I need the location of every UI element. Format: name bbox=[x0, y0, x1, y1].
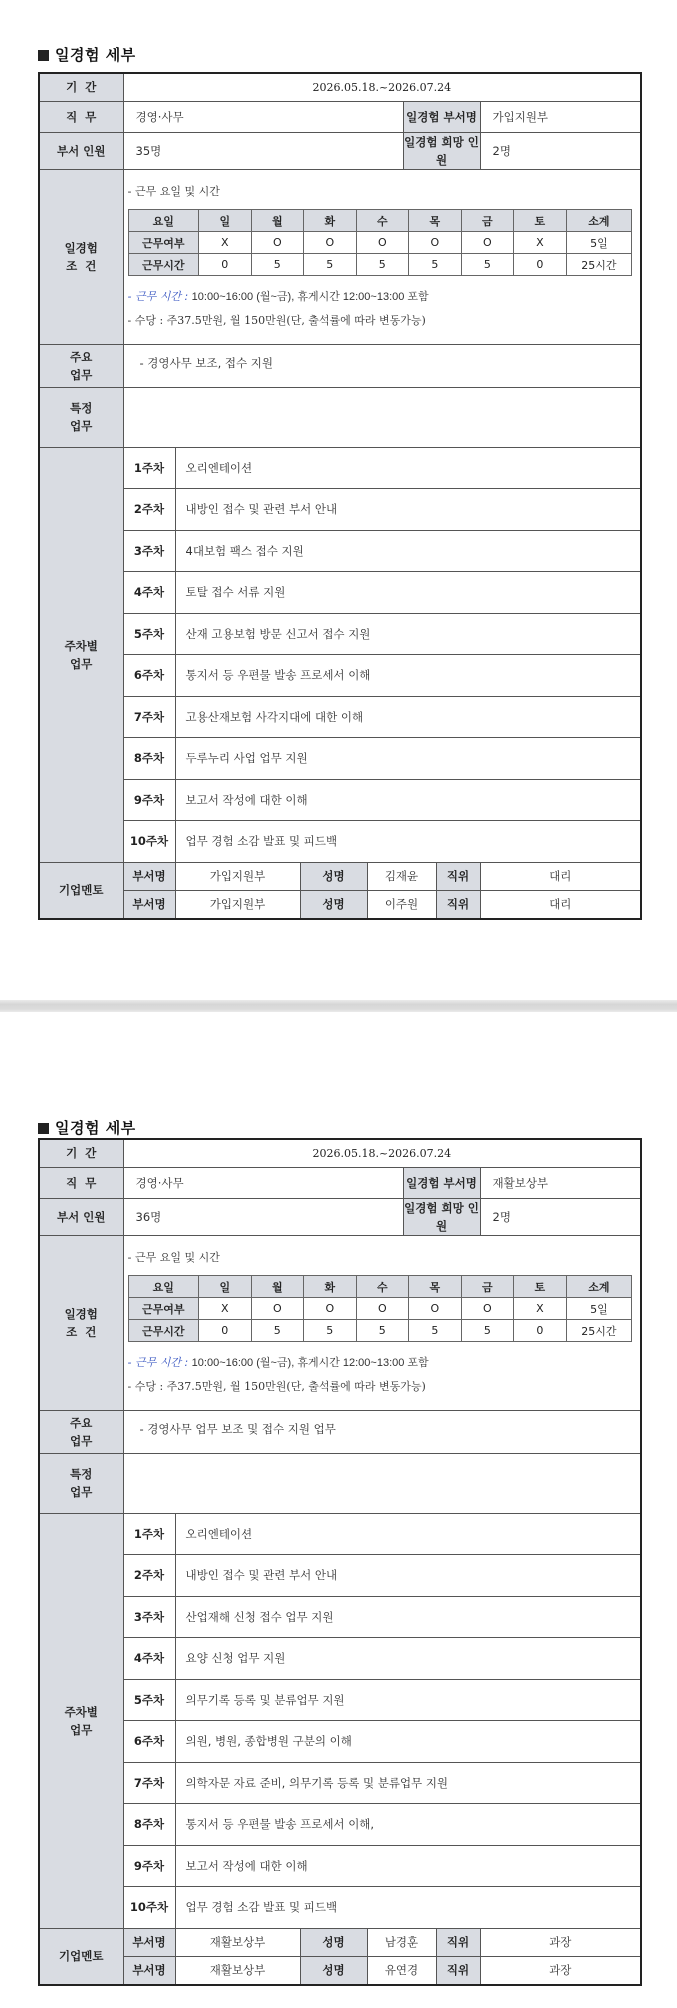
schedule-header-cell: 소계 bbox=[566, 1276, 631, 1298]
schedule-cell: O bbox=[409, 232, 462, 254]
period-value: 2026.05.18.~2026.07.24 bbox=[123, 73, 641, 101]
week-task: 산업재해 신청 접수 업무 지원 bbox=[175, 1596, 641, 1638]
schedule-header-cell: 일 bbox=[199, 1276, 252, 1298]
mentor-name-label: 성명 bbox=[300, 890, 367, 919]
section-title bbox=[38, 44, 136, 65]
schedule-header-cell: 수 bbox=[356, 1276, 409, 1298]
schedule-cell: 근무여부 bbox=[128, 1298, 199, 1320]
week-task: 의학자문 자료 준비, 의무기록 등록 및 분류업무 지원 bbox=[175, 1762, 641, 1804]
dept-value: 재활보상부 bbox=[480, 1167, 641, 1198]
week-task: 내방인 접수 및 관련 부서 안내 bbox=[175, 489, 641, 531]
schedule-header-cell: 일 bbox=[199, 210, 252, 232]
conditions-label-line1: 일경험 bbox=[64, 1306, 98, 1321]
mentor-rank-value: 대리 bbox=[480, 862, 641, 890]
main-duty-row bbox=[39, 344, 641, 387]
weekly-task-row bbox=[39, 1887, 641, 1929]
mentor-rank-value: 과장 bbox=[480, 1928, 641, 1956]
work-hours-value: 10:00~16:00 (월~금), 휴게시간 12:00~13:00 포함 bbox=[191, 291, 429, 303]
conditions-label-line2: 조 건 bbox=[66, 258, 97, 273]
schedule-header-cell: 화 bbox=[304, 210, 357, 232]
schedule-header-cell: 금 bbox=[461, 210, 514, 232]
schedule-cell: X bbox=[199, 1298, 252, 1320]
schedule-header-cell: 요일 bbox=[128, 210, 199, 232]
period-value: 2026.05.18.~2026.07.24 bbox=[123, 1139, 641, 1167]
work-hours-note bbox=[128, 1354, 633, 1370]
weekly-label bbox=[39, 447, 123, 862]
schedule-cell: O bbox=[251, 1298, 304, 1320]
mentor-dept-label: 부서명 bbox=[123, 1956, 175, 1985]
work-hours-key: - 근무 시간 : bbox=[127, 1356, 189, 1369]
main-duty-row bbox=[39, 1410, 641, 1453]
pay-note: - 수당 : 주37.5만원, 월 150만원(단, 출석률에 따라 변동가능) bbox=[127, 1380, 426, 1393]
mentor-rank-label: 직위 bbox=[436, 862, 480, 890]
week-number: 2주차 bbox=[123, 1555, 175, 1597]
special-duty-label-line2: 업무 bbox=[70, 419, 93, 433]
weekly-task-row bbox=[39, 1762, 641, 1804]
mentor-label: 기업멘토 bbox=[39, 1928, 123, 1985]
week-number: 7주차 bbox=[123, 1762, 175, 1804]
weekly-task-row bbox=[39, 1804, 641, 1846]
conditions-row bbox=[39, 1235, 641, 1410]
staff-value: 36명 bbox=[123, 1198, 403, 1235]
schedule-cell: 5 bbox=[461, 254, 514, 276]
conditions-label bbox=[39, 1235, 123, 1410]
period-label: 기 간 bbox=[39, 73, 123, 101]
mentor-rank-label: 직위 bbox=[436, 1928, 480, 1956]
staff-row bbox=[39, 132, 641, 169]
schedule-cell: 5 bbox=[356, 254, 409, 276]
staff-label: 부서 인원 bbox=[39, 1198, 123, 1235]
mentor-rank-label: 직위 bbox=[436, 1956, 480, 1985]
special-duty-row bbox=[39, 1453, 641, 1513]
mentor-name-value: 남경훈 bbox=[367, 1928, 436, 1956]
experience-detail-table bbox=[38, 72, 642, 920]
hope-count-label: 일경험 희망 인원 bbox=[403, 132, 480, 169]
mentor-dept-value: 재활보상부 bbox=[175, 1956, 300, 1985]
work-hours-note bbox=[128, 288, 633, 304]
week-task: 통지서 등 우편물 발송 프로세서 이해, bbox=[175, 1804, 641, 1846]
schedule-cell: 5 bbox=[409, 1320, 462, 1342]
period-label: 기 간 bbox=[39, 1139, 123, 1167]
weekly-label-line1: 주차별 bbox=[64, 1704, 98, 1719]
weekly-task-row bbox=[39, 1845, 641, 1887]
weekly-label bbox=[39, 1513, 123, 1928]
mentor-name-value: 김재윤 bbox=[367, 862, 436, 890]
schedule-header-cell: 월 bbox=[251, 210, 304, 232]
period-row bbox=[39, 73, 641, 101]
hope-count-value: 2명 bbox=[480, 132, 641, 169]
weekly-label-line2: 업무 bbox=[70, 1722, 93, 1737]
mentor-dept-value: 가입지원부 bbox=[175, 862, 300, 890]
week-task: 업무 경험 소감 발표 및 피드백 bbox=[175, 821, 641, 863]
conditions-content bbox=[123, 1235, 641, 1410]
hope-count-value: 2명 bbox=[480, 1198, 641, 1235]
job-value: 경영·사무 bbox=[123, 101, 403, 132]
weekly-task-row bbox=[39, 1513, 641, 1555]
schedule-cell: O bbox=[304, 232, 357, 254]
page-1 bbox=[0, 0, 677, 1000]
schedule-work-row bbox=[128, 1298, 632, 1320]
job-value: 경영·사무 bbox=[123, 1167, 403, 1198]
special-duty-row bbox=[39, 387, 641, 447]
period-row bbox=[39, 1139, 641, 1167]
week-number: 3주차 bbox=[123, 1596, 175, 1638]
mentor-rank-value: 대리 bbox=[480, 890, 641, 919]
schedule-hours-row bbox=[128, 1320, 632, 1342]
mentor-dept-label: 부서명 bbox=[123, 1928, 175, 1956]
week-number: 6주차 bbox=[123, 655, 175, 697]
mentor-row bbox=[39, 862, 641, 890]
pay-note: - 수당 : 주37.5만원, 월 150만원(단, 출석률에 따라 변동가능) bbox=[127, 314, 426, 327]
schedule-table bbox=[128, 209, 633, 276]
job-label: 직 무 bbox=[39, 101, 123, 132]
weekly-task-row bbox=[39, 572, 641, 614]
main-duty-label-line1: 주요 bbox=[70, 349, 93, 364]
week-task: 보고서 작성에 대한 이해 bbox=[175, 779, 641, 821]
weekly-task-row bbox=[39, 696, 641, 738]
schedule-header-cell: 월 bbox=[251, 1276, 304, 1298]
schedule-cell: O bbox=[409, 1298, 462, 1320]
mentor-dept-value: 가입지원부 bbox=[175, 890, 300, 919]
weekly-task-row bbox=[39, 1596, 641, 1638]
special-duty-label bbox=[39, 387, 123, 447]
week-number: 3주차 bbox=[123, 530, 175, 572]
week-number: 9주차 bbox=[123, 1845, 175, 1887]
special-duty-label-line1: 특정 bbox=[70, 1467, 93, 1481]
weekly-task-row bbox=[39, 1679, 641, 1721]
schedule-header-row bbox=[128, 210, 632, 232]
week-number: 1주차 bbox=[123, 447, 175, 489]
schedule-cell: 25시간 bbox=[566, 1320, 631, 1342]
work-hours-key: - 근무 시간 : bbox=[127, 290, 189, 303]
mentor-dept-label: 부서명 bbox=[123, 862, 175, 890]
main-duty-label bbox=[39, 344, 123, 387]
week-task: 내방인 접수 및 관련 부서 안내 bbox=[175, 1555, 641, 1597]
schedule-table bbox=[128, 1275, 633, 1342]
experience-detail-table bbox=[38, 1138, 642, 1986]
schedule-cell: 0 bbox=[514, 1320, 567, 1342]
weekly-task-row bbox=[39, 613, 641, 655]
schedule-header-cell: 요일 bbox=[128, 1276, 199, 1298]
schedule-header-cell: 목 bbox=[409, 210, 462, 232]
week-task: 의원, 병원, 종합병원 구분의 이해 bbox=[175, 1721, 641, 1763]
schedule-cell: 0 bbox=[199, 254, 252, 276]
conditions-row bbox=[39, 169, 641, 344]
mentor-name-label: 성명 bbox=[300, 1928, 367, 1956]
mentor-dept-value: 재활보상부 bbox=[175, 1928, 300, 1956]
week-number: 10주차 bbox=[123, 821, 175, 863]
schedule-cell: 근무여부 bbox=[128, 232, 199, 254]
mentor-row bbox=[39, 890, 641, 919]
schedule-cell: 5 bbox=[304, 254, 357, 276]
schedule-cell: 5 bbox=[251, 1320, 304, 1342]
schedule-intro: - 근무 요일 및 시간 bbox=[127, 1251, 220, 1264]
week-number: 9주차 bbox=[123, 779, 175, 821]
special-duty-label bbox=[39, 1453, 123, 1513]
schedule-cell: 5일 bbox=[566, 1298, 631, 1320]
weekly-task-row bbox=[39, 1638, 641, 1680]
schedule-header-cell: 목 bbox=[409, 1276, 462, 1298]
section-title bbox=[38, 1117, 136, 1138]
staff-label: 부서 인원 bbox=[39, 132, 123, 169]
weekly-task-row bbox=[39, 447, 641, 489]
main-duty-label bbox=[39, 1410, 123, 1453]
weekly-task-row bbox=[39, 738, 641, 780]
schedule-hours-row bbox=[128, 254, 632, 276]
main-duty-value: - 경영사무 보조, 접수 지원 bbox=[123, 344, 641, 387]
schedule-cell: O bbox=[356, 232, 409, 254]
special-duty-label-line2: 업무 bbox=[70, 1485, 93, 1499]
schedule-cell: O bbox=[356, 1298, 409, 1320]
schedule-intro: - 근무 요일 및 시간 bbox=[127, 185, 220, 198]
conditions-label-line2: 조 건 bbox=[66, 1324, 97, 1339]
job-row bbox=[39, 101, 641, 132]
schedule-cell: 근무시간 bbox=[128, 254, 199, 276]
schedule-cell: X bbox=[514, 1298, 567, 1320]
main-duty-value: - 경영사무 업무 보조 및 접수 지원 업무 bbox=[123, 1410, 641, 1453]
schedule-cell: 5 bbox=[356, 1320, 409, 1342]
hope-count-label: 일경험 희망 인원 bbox=[403, 1198, 480, 1235]
conditions-content bbox=[123, 169, 641, 344]
schedule-cell: O bbox=[461, 232, 514, 254]
main-duty-label-line2: 업무 bbox=[70, 1433, 93, 1448]
weekly-label-line2: 업무 bbox=[70, 656, 93, 671]
week-number: 5주차 bbox=[123, 613, 175, 655]
page-2 bbox=[0, 1012, 677, 2008]
schedule-cell: O bbox=[461, 1298, 514, 1320]
mentor-rank-label: 직위 bbox=[436, 890, 480, 919]
weekly-task-row bbox=[39, 1555, 641, 1597]
schedule-header-cell: 금 bbox=[461, 1276, 514, 1298]
mentor-label: 기업멘토 bbox=[39, 862, 123, 919]
schedule-cell: O bbox=[304, 1298, 357, 1320]
weekly-task-row bbox=[39, 655, 641, 697]
week-task: 오리엔테이션 bbox=[175, 447, 641, 489]
week-number: 7주차 bbox=[123, 696, 175, 738]
mentor-dept-label: 부서명 bbox=[123, 890, 175, 919]
job-label: 직 무 bbox=[39, 1167, 123, 1198]
schedule-cell: O bbox=[251, 232, 304, 254]
schedule-cell: 5일 bbox=[566, 232, 631, 254]
special-duty-label-line1: 특정 bbox=[70, 401, 93, 415]
schedule-cell: 5 bbox=[251, 254, 304, 276]
work-hours-value: 10:00~16:00 (월~금), 휴게시간 12:00~13:00 포함 bbox=[191, 1357, 429, 1369]
weekly-task-row bbox=[39, 779, 641, 821]
week-number: 4주차 bbox=[123, 1638, 175, 1680]
schedule-header-row bbox=[128, 1276, 632, 1298]
week-number: 8주차 bbox=[123, 738, 175, 780]
schedule-cell: 0 bbox=[514, 254, 567, 276]
schedule-cell: 5 bbox=[304, 1320, 357, 1342]
dept-label: 일경험 부서명 bbox=[403, 1167, 480, 1198]
mentor-row bbox=[39, 1928, 641, 1956]
week-task: 보고서 작성에 대한 이해 bbox=[175, 1845, 641, 1887]
special-duty-value bbox=[123, 1453, 641, 1513]
conditions-label-line1: 일경험 bbox=[64, 240, 98, 255]
mentor-name-value: 유연경 bbox=[367, 1956, 436, 1985]
staff-value: 35명 bbox=[123, 132, 403, 169]
weekly-task-row bbox=[39, 1721, 641, 1763]
schedule-header-cell: 수 bbox=[356, 210, 409, 232]
schedule-cell: X bbox=[199, 232, 252, 254]
square-bullet-icon bbox=[38, 50, 49, 61]
schedule-cell: 25시간 bbox=[566, 254, 631, 276]
special-duty-value bbox=[123, 387, 641, 447]
weekly-label-line1: 주차별 bbox=[64, 638, 98, 653]
weekly-task-row bbox=[39, 489, 641, 531]
weekly-task-row bbox=[39, 530, 641, 572]
schedule-header-cell: 화 bbox=[304, 1276, 357, 1298]
week-task: 산재 고용보험 방문 신고서 접수 지원 bbox=[175, 613, 641, 655]
week-task: 토탈 접수 서류 지원 bbox=[175, 572, 641, 614]
section-title-text: 일경험 세부 bbox=[55, 46, 136, 64]
week-task: 업무 경험 소감 발표 및 피드백 bbox=[175, 1887, 641, 1929]
job-row bbox=[39, 1167, 641, 1198]
week-task: 고용산재보험 사각지대에 대한 이해 bbox=[175, 696, 641, 738]
schedule-cell: 0 bbox=[199, 1320, 252, 1342]
week-number: 1주차 bbox=[123, 1513, 175, 1555]
schedule-header-cell: 토 bbox=[514, 1276, 567, 1298]
mentor-row bbox=[39, 1956, 641, 1985]
week-number: 2주차 bbox=[123, 489, 175, 531]
week-task: 4대보험 팩스 접수 지원 bbox=[175, 530, 641, 572]
mentor-name-label: 성명 bbox=[300, 862, 367, 890]
mentor-rank-value: 과장 bbox=[480, 1956, 641, 1985]
week-number: 6주차 bbox=[123, 1721, 175, 1763]
week-number: 10주차 bbox=[123, 1887, 175, 1929]
schedule-header-cell: 토 bbox=[514, 210, 567, 232]
schedule-cell: 5 bbox=[409, 254, 462, 276]
week-task: 통지서 등 우편물 발송 프로세서 이해 bbox=[175, 655, 641, 697]
week-number: 5주차 bbox=[123, 1679, 175, 1721]
week-number: 8주차 bbox=[123, 1804, 175, 1846]
schedule-cell: X bbox=[514, 232, 567, 254]
weekly-task-row bbox=[39, 821, 641, 863]
section-title-text: 일경험 세부 bbox=[55, 1119, 136, 1137]
week-task: 오리엔테이션 bbox=[175, 1513, 641, 1555]
dept-label: 일경험 부서명 bbox=[403, 101, 480, 132]
main-duty-label-line1: 주요 bbox=[70, 1415, 93, 1430]
week-task: 요양 신청 업무 지원 bbox=[175, 1638, 641, 1680]
week-number: 4주차 bbox=[123, 572, 175, 614]
conditions-label bbox=[39, 169, 123, 344]
square-bullet-icon bbox=[38, 1123, 49, 1134]
week-task: 두루누리 사업 업무 지원 bbox=[175, 738, 641, 780]
schedule-cell: 근무시간 bbox=[128, 1320, 199, 1342]
dept-value: 가입지원부 bbox=[480, 101, 641, 132]
main-duty-label-line2: 업무 bbox=[70, 367, 93, 382]
mentor-name-label: 성명 bbox=[300, 1956, 367, 1985]
schedule-header-cell: 소계 bbox=[566, 210, 631, 232]
schedule-work-row bbox=[128, 232, 632, 254]
mentor-name-value: 이주원 bbox=[367, 890, 436, 919]
schedule-cell: 5 bbox=[461, 1320, 514, 1342]
week-task: 의무기록 등록 및 분류업무 지원 bbox=[175, 1679, 641, 1721]
staff-row bbox=[39, 1198, 641, 1235]
